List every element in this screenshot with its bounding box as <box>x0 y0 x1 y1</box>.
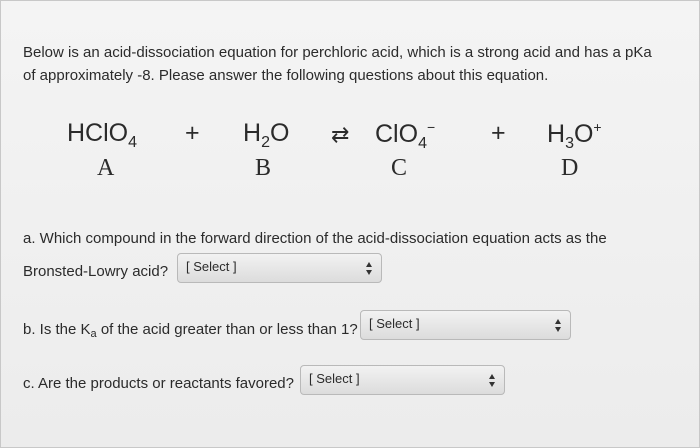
select-c-dropdown[interactable] <box>300 365 505 395</box>
select-a-value: [ Select ] <box>186 259 237 274</box>
question-c: c. Are the products or reactants favored? <box>23 375 294 392</box>
question-b <box>23 321 358 340</box>
h3o-subscript: 3 <box>565 135 574 152</box>
intro-line-2: of approximately -8. Please answer the following questions about this equation. <box>23 67 549 84</box>
clo4-text: ClO <box>375 120 419 148</box>
select-updown-icon <box>366 262 373 276</box>
formula-h3o <box>547 119 602 155</box>
question-b-suffix: of the acid greater than or less than 1? <box>96 321 358 338</box>
label-d: D <box>561 155 579 181</box>
clo4-subscript: 4 <box>418 135 427 152</box>
hclo4-subscript: 4 <box>128 134 138 151</box>
h3o-charge: + <box>593 119 602 135</box>
select-b-value: [ Select ] <box>369 316 420 331</box>
h3o-o: O <box>573 120 594 148</box>
intro-line-1: Below is an acid-dissociation equation for perchloric acid, which is a strong acid and has a pKa <box>23 44 652 61</box>
select-c-value: [ Select ] <box>309 371 360 386</box>
clo4-charge: − <box>426 119 436 135</box>
plus-sign-1: + <box>185 119 200 147</box>
h2o-o: O <box>269 119 290 147</box>
plus-sign-2: + <box>491 119 506 147</box>
question-b-prefix: b. Is the K <box>23 321 91 338</box>
formula-hclo4 <box>67 119 137 155</box>
select-b-dropdown[interactable] <box>360 310 571 340</box>
h2o-subscript: 2 <box>261 134 270 151</box>
label-b: B <box>255 155 272 181</box>
question-a-line-1: a. Which compound in the forward direction of the acid-dissociation equation acts as the <box>23 230 607 247</box>
hclo4-text: HClO <box>67 119 129 147</box>
equilibrium-arrow: ⇄ <box>331 122 350 147</box>
question-a-line-2: Bronsted-Lowry acid? <box>23 263 169 280</box>
formula-clo4 <box>375 119 435 155</box>
select-a-dropdown[interactable] <box>177 253 382 283</box>
h2o-h: H <box>243 119 262 147</box>
label-a: A <box>97 155 115 181</box>
label-c: C <box>391 155 408 181</box>
intro-text <box>23 41 683 87</box>
h3o-h: H <box>547 120 566 148</box>
question-b-subscript: a <box>90 328 97 340</box>
select-updown-icon <box>489 374 496 388</box>
formula-h2o <box>243 119 289 155</box>
select-updown-icon <box>555 319 562 333</box>
